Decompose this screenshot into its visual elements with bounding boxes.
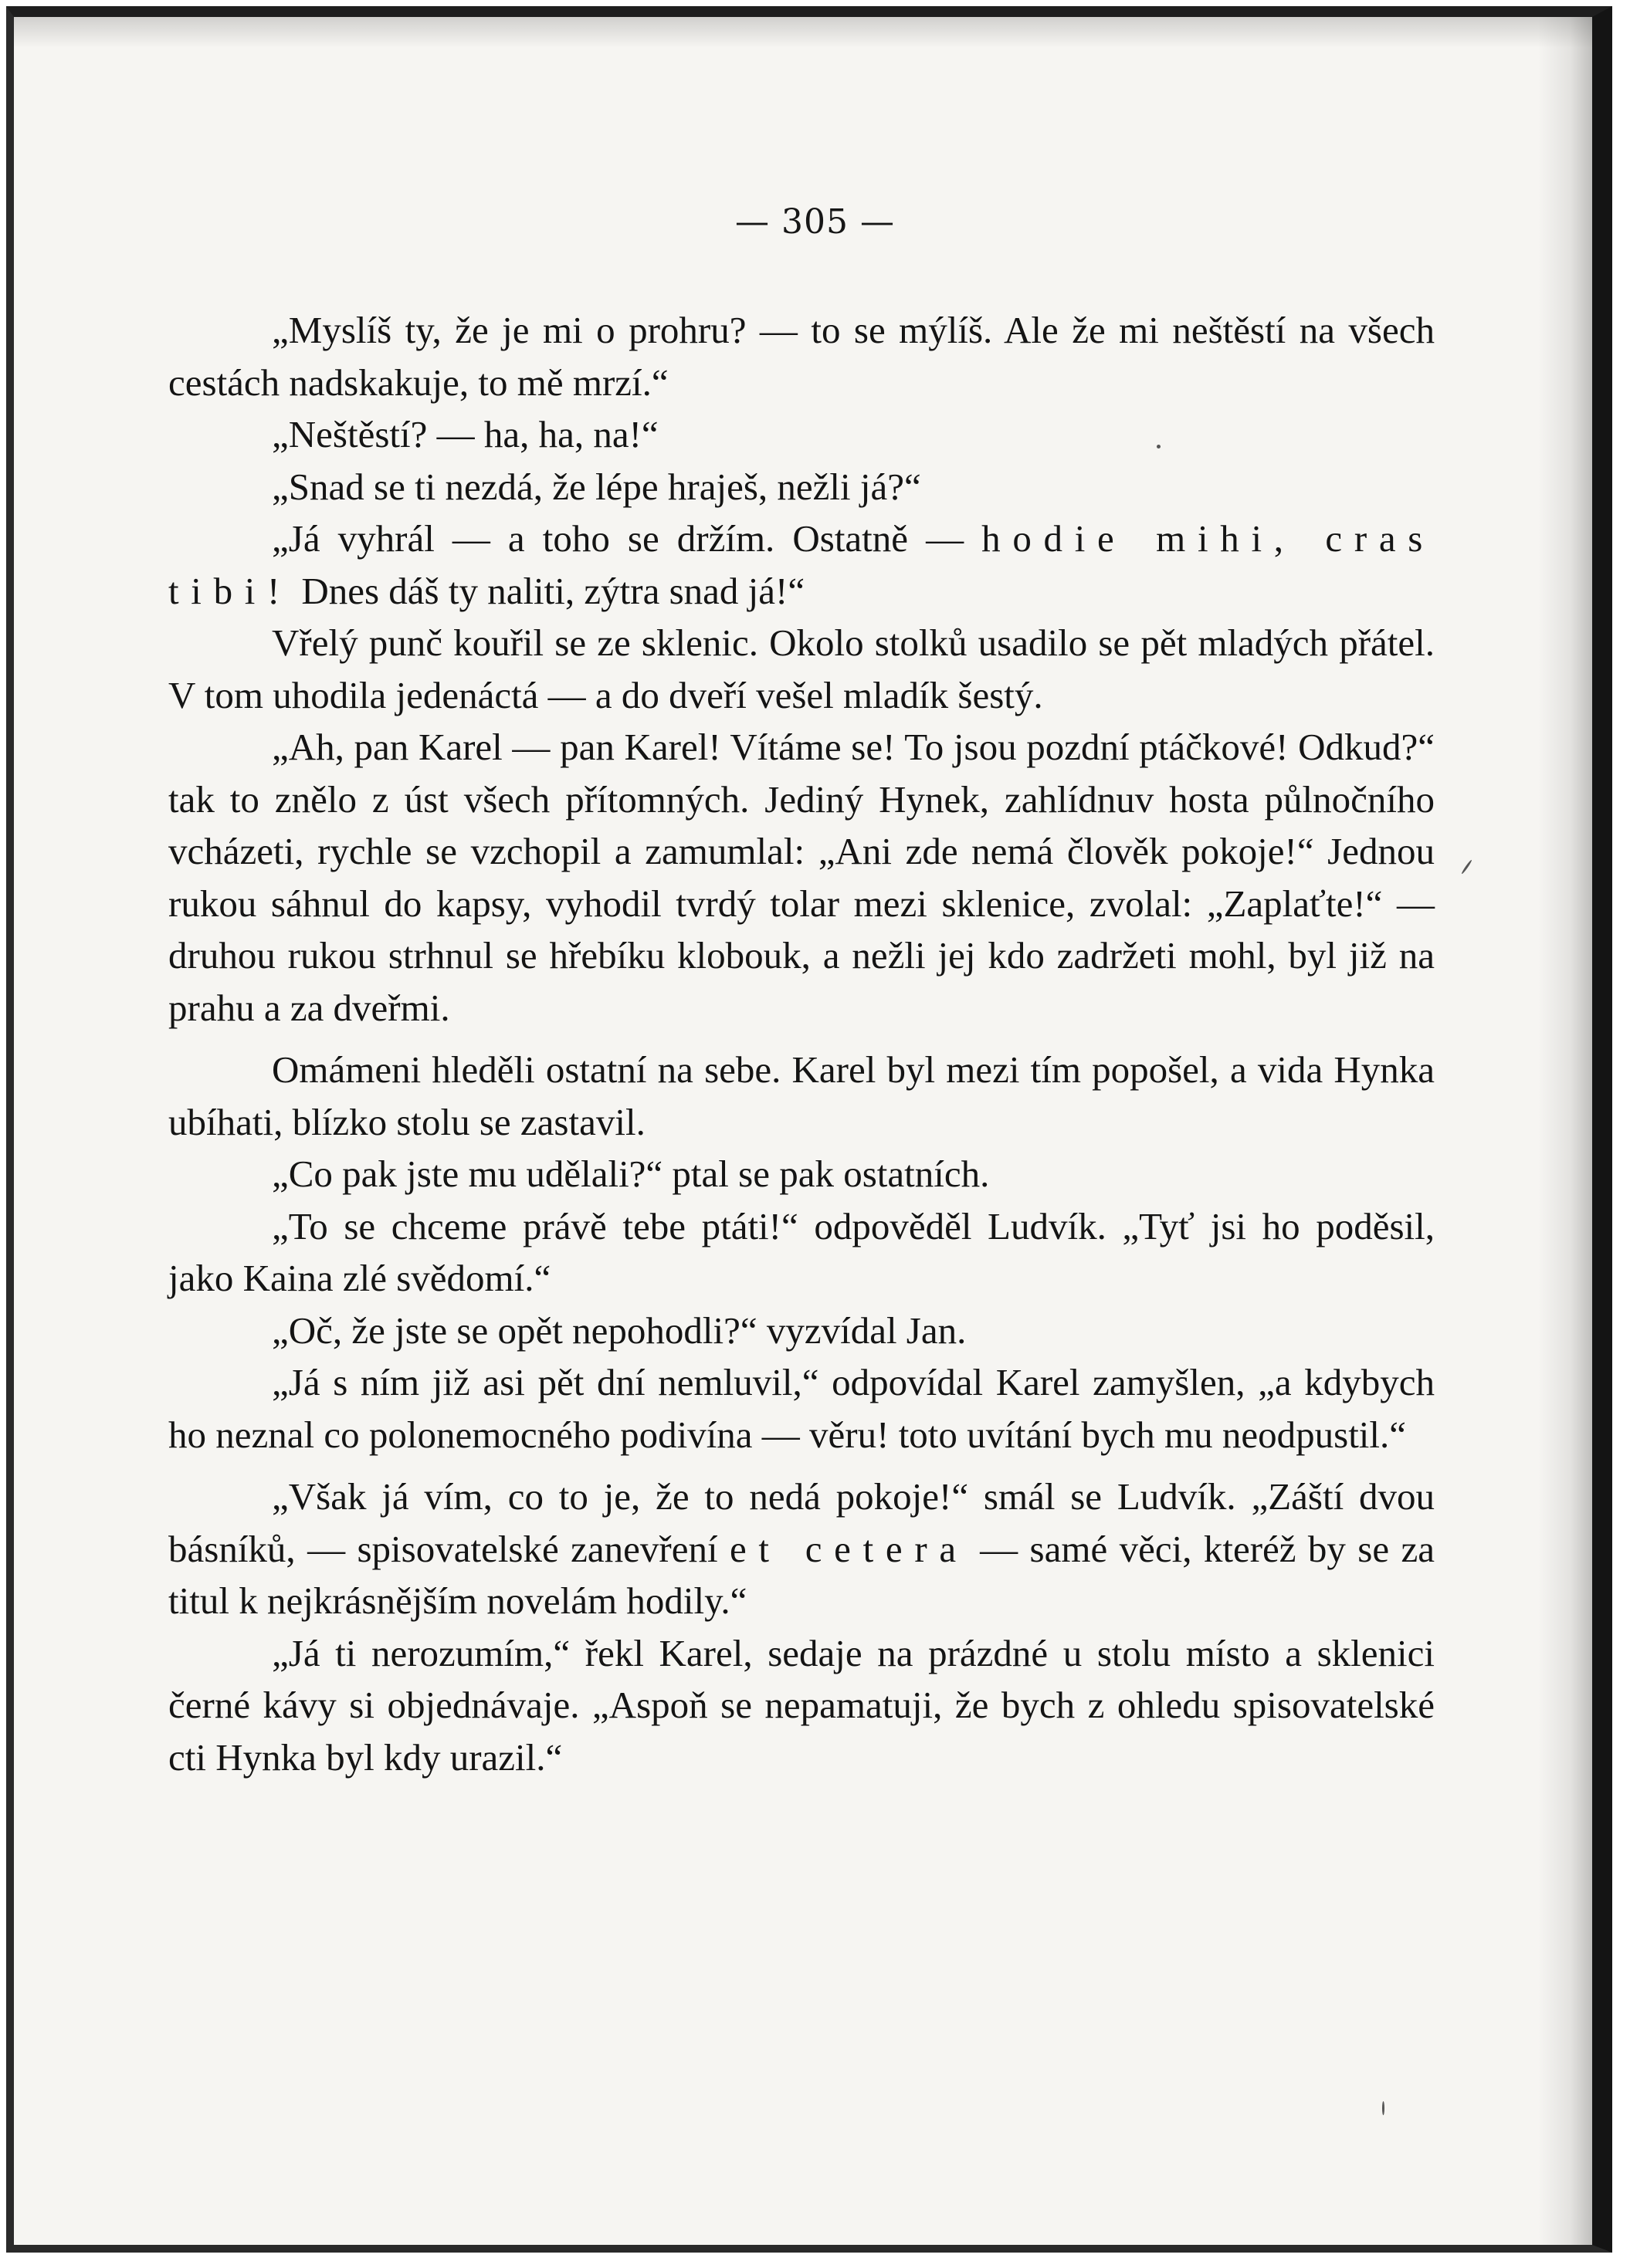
paragraph: [168, 408, 1435, 461]
paragraph-text: „Oč, že jste se opět nepohodli?“ vyzvídal Jan.: [272, 1308, 967, 1352]
paragraph: [168, 1356, 1435, 1461]
paragraph: [168, 513, 1435, 617]
paragraph: [168, 1044, 1435, 1148]
paragraph-text: „Já vyhrál — a toho se držím. Ostatně —: [272, 517, 982, 560]
dust-speck: [1461, 859, 1472, 875]
paragraph-text: — samé věci, kteréž by se za titul k nejkrásnějším novelám hodily.“: [168, 1527, 1435, 1622]
paragraph-text: „Ah, pan Karel — pan Karel! Vítáme se! To jsou pozdní ptáčkové! Odkud?“ tak to znělo z úst všech přítomných. Jediný Hynek, zahlídnuv hosta půlnočního vcházeti, rychle se vzchopil a zamumlal: „Ani zde nemá člověk pokoje!“ Jednou rukou sáhnul do kapsy, vyhodil tvrdý tolar mezi sklenice, zvolal: „Zaplaťte!“ — druhou rukou strhnul se hřebíku klobouk, a nežli jej kdo zadržeti mohl, byl již na prahu a za dveřmi.: [168, 726, 1435, 1029]
paragraph-text: „Já s ním již asi pět dní nemluvil,“ odpovídal Karel zamyšlen, „a kdybych ho neznal co polonemocného podivína — věru! toto uvítání bych mu neodpustil.“: [168, 1361, 1435, 1456]
paragraph-text: „Co pak jste mu udělali?“ ptal se pak ostatních.: [272, 1153, 990, 1195]
paragraph-text: Omámeni hleděli ostatní na sebe. Karel byl mezi tím popošel, a vida Hynka ubíhati, blízko stolu se zastavil.: [168, 1048, 1435, 1143]
paragraph: [168, 1627, 1435, 1784]
paragraph-text: „Já ti nerozumím,“ řekl Karel, sedaje na prázdné u stolu místo a sklenici černé kávy si objednávaje. „Aspoň se nepamatuji, že bych z ohledu spisovatelské cti Hynka byl kdy urazil.“: [168, 1631, 1435, 1779]
paragraph: [168, 1305, 1435, 1357]
page-number: — 305 —: [735, 202, 895, 242]
paragraph-text: Vřelý punč kouřil se ze sklenic. Okolo stolků usadilo se pět mladých přátel. V tom uhodila jedenáctá — a do dveří vešel mladík šestý.: [168, 621, 1435, 716]
paragraph: [168, 1148, 1435, 1200]
paragraph: [168, 461, 1435, 513]
paragraph-text: „Neštěstí? — ha, ha, na!“: [272, 413, 659, 455]
dust-speck: [1382, 2101, 1384, 2115]
paragraph-text: „Snad se ti nezdá, že lépe hraješ, nežli já?“: [272, 465, 921, 508]
spaced-latin-phrase: et cetera: [729, 1527, 968, 1570]
paragraph-text: Dnes dáš ty naliti, zýtra snad já!“: [292, 569, 805, 612]
body-text: [168, 304, 1435, 1783]
top-edge-shadow: [14, 17, 1592, 48]
paragraph: [168, 304, 1435, 408]
right-edge-shadow: [1538, 17, 1592, 2245]
paragraph: [168, 617, 1435, 721]
paragraph: [168, 1200, 1435, 1305]
paragraph-text: „Myslíš ty, že je mi o prohru? — to se mýlíš. Ale že mi neštěstí na všech cestách nadskakuje, to mě mrzí.“: [168, 309, 1435, 404]
paragraph-text: „To se chceme právě tebe ptáti!“ odpověděl Ludvík. „Tyť jsi ho poděsil, jako Kaina zlé svědomí.“: [168, 1204, 1435, 1299]
paragraph-text: „Však já vím, co to je, že to nedá pokoje!“ smál se Ludvík. „Záští dvou básníků, — spisovatelské zanevření: [168, 1475, 1435, 1570]
spaced-latin-phrase: hodie mihi, cras tibi!: [168, 517, 1435, 612]
paragraph: [168, 1471, 1435, 1627]
paragraph: [168, 721, 1435, 1034]
